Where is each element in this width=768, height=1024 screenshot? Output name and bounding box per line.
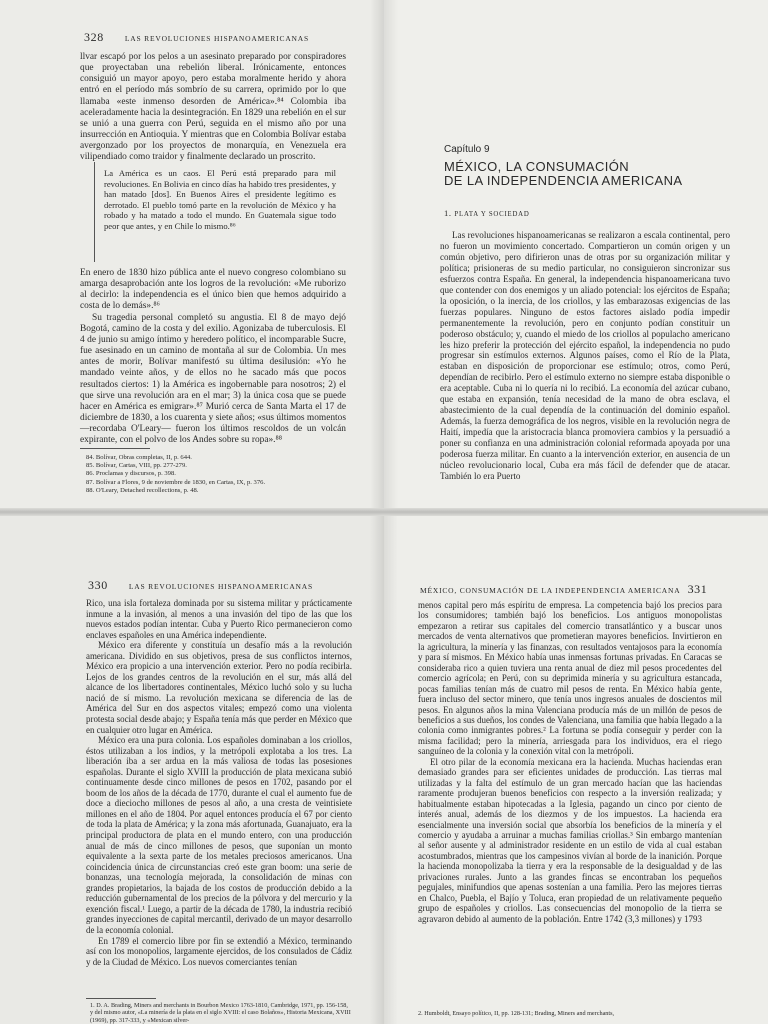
running-head [88,578,313,593]
page-number: 328 [84,30,104,44]
pencil-margin-mark [94,162,95,262]
running-head [420,582,707,597]
running-head-text: LAS REVOLUCIONES HISPANOAMERICANAS [124,34,309,43]
running-head [84,30,309,45]
footnote-86: 86. Proclamas y discursos, p. 398. [86,470,176,478]
spread-divider [0,508,768,516]
footnote-88: 88. O'Leary, Detached recollections, p. 48. [86,486,199,494]
page-330 [0,512,384,1024]
footnote-2: 2. Humboldt, Ensayo político, II, pp. 128-131; Brading, Miners and merchants, [418,1010,615,1017]
page-331 [384,512,768,1024]
paragraph: El otro pilar de la economía mexicana era la hacienda. Muchas haciendas eran demasiado grandes para ser eficientes unidades de producción. Las tierras mal utilizadas y la falta del estímulo de un gran mercado hacían que las haciendas raramente produjeran buenos beneficios con respecto a la inversión realizada; y habitualmente estaban hipotecadas a la Iglesia, pagando un cinco por ciento de interés anual, además de los diezmos y de los impuestos. La hacienda era esencialmente una inversión social que absorbía los beneficios de la minería y el comercio y ayudaba a arruinar a muchas familias criollas.³ Sin embargo mantenían al señor ausente y al administrador residente en un estilo de vida al cual estaban acostumbrados, mientras que los campesinos vivían al borde de la inanición. Porque la hacienda monopolizaba la tierra y era la responsable de la desigualdad y de las privaciones rurales. Junto a las grandes fincas se encontraban los pequeños pegujales, minifundios que apenas sostenían a una familia. Pero las mejores tierras en Chalco, Puebla, el Bajío y Toluca, eran propiedad de un relativamente pequeño grupo de españoles y criollos. Las consecuencias del monopolio de la tierra se agravaron debido al aumento de la población. Entre 1742 (3,3 millones) y 1793 [418,756,722,924]
text-column-lower [80,268,346,447]
page-gutter-shadow [370,0,384,512]
section-title: PLATA Y SOCIEDAD [454,211,530,218]
footnote-rule [86,998,156,999]
footnote-84: 84. Bolívar, Obras completas, II, p. 644. [86,454,192,461]
paragraph: En 1789 el comercio libre por fin se extendió a México, terminando así con los monopolios, largamente ejercidos, de los consulados de Cádiz y de la Ciudad de México. Los nuevos comerciantes tenían [86,935,352,967]
page-329 [384,0,768,512]
paragraph: México era una pura colonia. Los españoles dominaban a los criollos, éstos utilizaban a los indios, y la metrópoli explotaba a los tres. La liberación iba a ser ardua en la más valiosa de todas las posesiones españolas. Durante el siglo XVIII la producción de plata mexicana subió continuamente desde cinco millones de pesos en 1702, pasando por el boom de los años de la década de 1770, durante el cual el aumento fue de doce a dieciocho millones de pesos al año, a una cresta de veintisiete millones en el año de 1804. Por aquel entonces producía el 67 por ciento de toda la plata de América; y la zona más afortunada, Guanajuato, era la principal productora de plata en el mundo entero, con una producción anual de más de cinco millones de pesos, que suponían un monto equivalente a la sexta parte de los metales preciosos americanos. Una coincidencia única de circunstancias creó este gran boom: una serie de bonanzas, una tecnología mejorada, la consolidación de minas con grandes propietarios, la bajada de los costos de producción debido a la reducción gubernamental de los precios de la pólvora y del mercurio y la exención fiscal.¹ Luego, a partir de la década de 1780, la industria recibió grandes inyecciones de capital mercantil, derivado de un mayor desarrollo de la economía colonial. [86,735,352,935]
page-gutter-shadow [370,512,384,1024]
running-head-text: MÉXICO, CONSUMACIÓN DE LA INDEPENDENCIA AMERICANA [420,586,681,595]
paragraph: menos capital pero más espíritu de empresa. La competencia bajó los precios para los consumidores; también bajó los beneficios. Los antiguos monopolistas empezaron a retirar sus capitales del comercio transatlántico y a buscar unos mercados de venta alternativos que prometieran mayores beneficios. Invirtieron en la agricultura, la minería y las finanzas, con resultados ventajosos para la economía y para sí mismos. En México había unas inmensas fortunas privadas. En Caracas se consideraba rico a quien tuviera una renta anual de diez mil pesos procedentes del comercio agrícola; en Perú, con su deprimida minería y su agricultura estancada, pocas familias tenían más de cuatro mil pesos de renta. En México había gente, fuera incluso del sector minero, que tenía unos ingresos anuales de doscientos mil pesos. En algunos años la mina Valenciana producía más de un millón de pesos de beneficios a sus dueños, los condes de Valenciana, una familia que había llegado a la colonia como inmigrantes pobres.² La fortuna se podía conseguir y perder con la misma facilidad; pero la minería, arriesgada para los individuos, era el riego sanguíneo de la colonia y la conexión vital con la metrópoli. [418,600,722,757]
page-gutter-shadow [384,512,398,1024]
paragraph: En enero de 1830 hizo pública ante el nuevo congreso colombiano su amarga desaprobación ante los logros de la revolución: «Me ruborizo al decirlo: la independencia es el único bien que hemos adquirido a costa de lo demás».⁸⁶ [80,268,346,312]
paragraph: Las revoluciones hispanoamericanas se realizaron a escala continental, pero no fueron un movimiento concertado. Compartieron un común origen y un común objetivo, pero difirieron unas de otras por su organización militar y política; prisioneras de su medio particular, no consiguieron sincronizar sus esfuerzos contra España. En general, la independencia hispanoamericana tuvo que contender con dos enemigos y un aliado potencial: los ejércitos de España; la oposición, o la inercia, de los criollos, y las embarazosas exigencias de las fuerzas populares. Ninguno de estos factores aislado podía impedir permanentemente la revolución, pero en conjunto podían constituir un poderoso obstáculo; y, cuando el miedo de los criollos al populacho americano les hizo preferir la protección del ejército español, la independencia no pudo progresar sin estímulos externos. Algunos países, como el Río de la Plata, estaban en disposición de proporcionar ese estímulo; otros, como Perú, dependían de recibirlo. Pero el estímulo externo no siempre estaba disponible o era aceptable. Cuba ni lo quería ni lo recibió. La economía del azúcar cubano, que estaba en expansión, tenía necesidad de la mano de obra esclava, el abastecimiento de la cual dependía de la continuación del dominio español. Además, la fuerza demográfica de los negros, visible en la revolución negra de Haití, impedía que la aristocracia blanca promoviera cambios y la persuadió a poner su confianza en una administración colonial reformada apoyada por una poderosa fuerza militar. En cuanto a la intervención exterior, en ausencia de un núcleo revolucionario local, Cuba era más fácil de defender que de atacar. También lo era Puerto [440,230,730,481]
paragraph: México era diferente y constituía un desafío más a la revolución americana. Dividido en sus objetivos, presa de sus conflictos internos, México era propicio a una intervención exterior. Pero no podía recibirla. Lejos de los grandes centros de la revolución en el sur, más allá del alcance de los libertadores continentales, México luchó solo y su lucha nació de sí mismo. La revolución mexicana se diferencia de las de América del Sur en dos aspectos vitales; empezó como una violenta protesta social desde abajo; y España tenía más que perder en México que en cualquier otro lugar en América. [86,640,352,735]
paragraph-underlined: Su tragedia personal completó su angustia. El 8 de mayo dejó Bogotá, camino de la costa y del exilio. Agonizaba de tuberculosis. El 4 de junio su amigo íntimo y heredero político, el incomparable Sucre, fue asesinado en un camino de montaña al sur de Colombia. Un mes antes de morir, Bolívar manifestó su última desilusión: «Yo he mandado veinte años, y de ellos no he sacado más que pocos resultados ciertos: 1) la América es ingobernable para nosotros; 2) el que sirve una revolución ara en el mar; 3) la única cosa que se puede hacer en América es emigrar».⁸⁷ Murió cerca de Santa Marta el 17 de diciembre de 1830, a los cuarenta y siete años; «sus últimos momentos —recordaba O'Leary— fueron los últimos rescoldos de un volcán expirante, con el polvo de los Andes sobre su ropa».⁸⁸ [80,312,346,446]
footnote-85: 85. Bolívar, Cartas, VIII, pp. 277-279. [86,462,187,470]
page-number: 331 [687,582,708,596]
text-column [86,598,352,967]
text-column [80,52,346,164]
page-gutter-shadow [384,0,398,512]
chapter-title [444,160,682,188]
footnote-87: 87. Bolívar a Flores, 9 de noviembre de 1830, en Cartas, IX, p. 376. [86,478,266,486]
section-heading [444,208,530,218]
footnote-1: 1. D. A. Brading, Miners and merchants in Bourbon Mexico 1763-1810, Cambridge, 1971, pp. 156-158, y del mismo autor, «La minería de la plata en el siglo XVIII: el caso Bolaños», Historia Mexicana, XVIII (1969), pp. 317-333, y «Mexican silver- [90,1002,351,1024]
page-number: 330 [88,578,108,592]
chapter-title-line-2: DE LA INDEPENDENCIA AMERICANA [444,173,683,188]
text-column [440,230,730,482]
section-number: 1. [444,208,452,218]
chapter-title-line-1: MÉXICO, LA CONSUMACIÓN [444,159,630,174]
page-328 [0,0,384,512]
block-quote [104,168,336,232]
paragraph: llvar escapó por los pelos a un asesinato preparado por conspiradores que proyectaban una rebelión liberal. Irónicamente, entonces consiguió un mayor apoyo, pero estaba moralmente herido y ahora entró en el período más sombrío de su carrera, oprimido por lo que llamaba «este inmenso desorden de América».⁸⁴ Colombia iba aceleradamente hacia la desintegración. En 1829 una rebelión en el sur se unió a una guerra con Perú, seguida en el mismo año por una insurrección en Antioquia. Y mientras que en Colombia Bolívar estaba avergonzado por los proyectos de monarquía, en Venezuela era vilipendiado como traidor y finalmente declarado un proscrito. [80,52,346,163]
block-quote-text: La América es un caos. El Perú está preparado para mil revoluciones. En Bolivia en cinco días ha habido tres presidentes, y han matado [dos]. En Buenos Aires el presidente legítimo es derrotado. El pueblo tomó parte en la revolución de México y ha robado y ha matado a todo el mundo. En Guatemala sigue todo peor que antes, y en Chile lo mismo.⁸⁶ [104,168,336,231]
chapter-label: Capítulo 9 [444,144,490,155]
footnote-rule [80,448,150,449]
text-column [418,600,722,924]
running-head-text: LAS REVOLUCIONES HISPANOAMERICANAS [128,582,313,591]
footnotes [86,454,346,495]
paragraph: Rico, una isla fortaleza dominada por su sistema militar y prácticamente inmune a la invasión, al menos a una invasión del tipo de las que los nuevos estados podían intentar. Cuba y Puerto Rico permanecieron como enclaves españoles en una América independiente. [86,598,352,640]
